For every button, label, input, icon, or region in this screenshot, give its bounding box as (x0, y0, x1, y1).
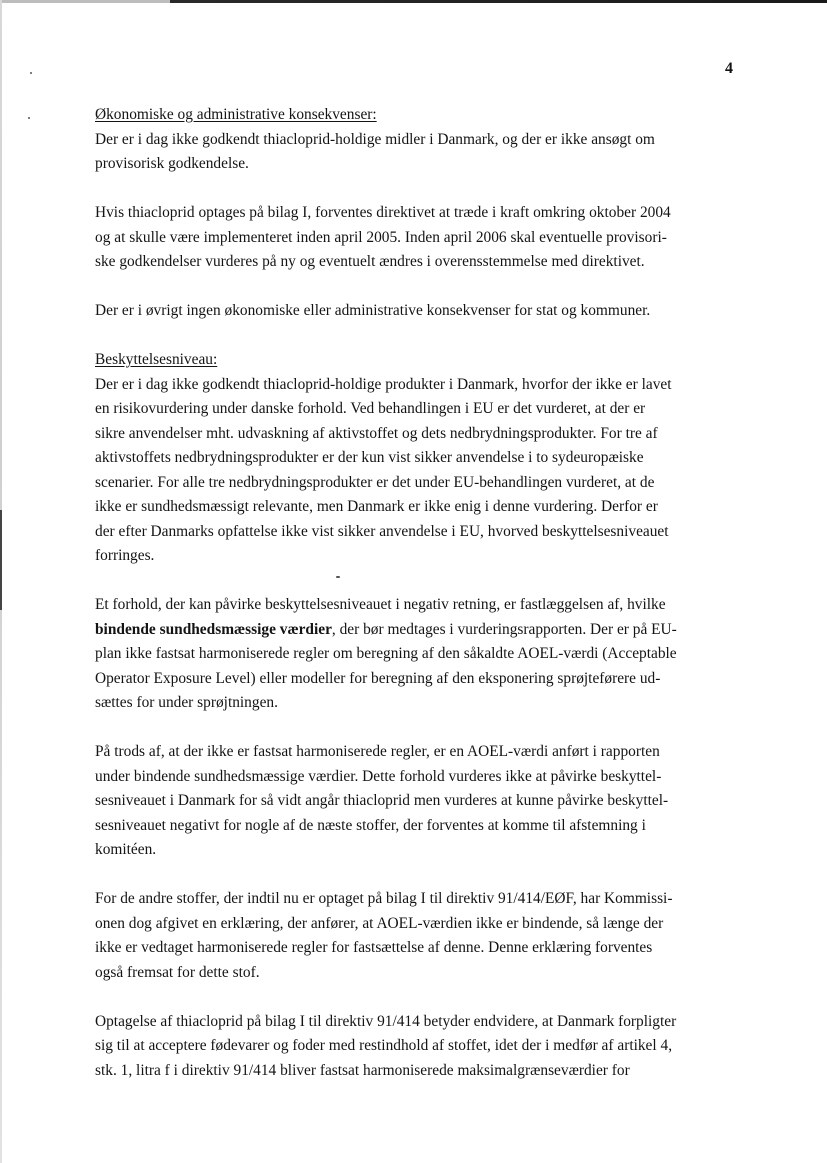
paragraph (95, 740, 745, 863)
text-line: For de andre stoffer, der indtil nu er optaget på bilag I til direktiv 91/414/EØF, har Kommissi- (95, 890, 673, 907)
text-line: sesniveauet negativt for nogle af de næste stoffer, der forventes at komme til afstemning i (95, 816, 646, 834)
text-line: ske godkendelser vurderes på ny og eventuelt ændres i overensstemmelse med direktivet. (95, 253, 645, 270)
bold-phrase: bindende sundhedsmæssige værdier (95, 620, 332, 638)
text-line: På trods af, at der ikke er fastsat harmoniserede regler, er en AOEL-værdi anført i rapporten (95, 743, 660, 760)
text-line: Der er i dag ikke godkendt thiacloprid-holdige midler i Danmark, og der er ikke ansøgt om (95, 130, 655, 148)
text-line: Hvis thiacloprid optages på bilag I, forventes direktivet at træde i kraft omkring oktober 2004 (95, 204, 671, 221)
paragraph (95, 299, 745, 324)
text-line: der efter Danmarks opfattelse ikke vist sikker anvendelse i EU, hvorved beskyttelsesniveauet (95, 522, 669, 540)
text-line: ikke er sundhedsmæssigt relevante, men Danmark er ikke enig i denne vurdering. Derfor er (95, 498, 658, 515)
text-line: onen dog afgivet en erklæring, der anfører, at AOEL-værdien ikke er bindende, så længe der (95, 914, 664, 932)
text-line: plan ikke fastsat harmoniserede regler om beregning af den såkaldte AOEL-værdi (Acceptable (95, 645, 677, 662)
text-line: forringes. (95, 547, 155, 564)
scan-top-edge (0, 0, 827, 3)
text-line: sesniveauet i Danmark for så vidt angår thiacloprid men vurderes at kunne påvirke beskyttel- (95, 792, 669, 809)
text-line: Der er i dag ikke godkendt thiacloprid-holdige produkter i Danmark, hvorfor der ikke er lavet (95, 375, 672, 393)
paragraph (95, 887, 745, 985)
text-line: ikke er vedtaget harmoniserede regler for fastsættelse af denne. Denne erklæring forventes (95, 939, 653, 956)
text-fragment: , der bør medtages i vurderingsrapporten. Der er på EU- (331, 620, 677, 638)
text-line: sættes for under sprøjtningen. (95, 694, 278, 711)
text-line: aktivstoffets nedbrydningsprodukter er der kun vist sikker anvendelse i to sydeuropæiske (95, 449, 644, 466)
text-line: Der er i øvrigt ingen økonomiske eller administrative konsekvenser for stat og kommuner. (95, 302, 651, 319)
paragraph (95, 593, 745, 716)
text-line: Optagelse af thiacloprid på bilag I til direktiv 91/414 betyder endvidere, at Danmark forpligter (95, 1012, 677, 1030)
section-heading: Økonomiske og administrative konsekvenser: (95, 106, 377, 123)
text-line: Et forhold, der kan påvirke beskyttelsesniveauet i negativ retning, er fastlæggelsen af, hvilke (95, 596, 666, 613)
text-line: en risikovurdering under danske forhold. Ved behandlingen i EU er det vurderet, at der er (95, 400, 646, 417)
text-line: komitéen. (95, 841, 157, 858)
text-line: stk. 1, litra f i direktiv 91/414 bliver fastsat harmoniserede maksimalgrænseværdier for (95, 1061, 630, 1079)
document-body (95, 103, 745, 1083)
text-line: også fremsat for dette stof. (95, 963, 260, 981)
text-line: og at skulle være implementeret inden april 2005. Inden april 2006 skal eventuelle provisori- (95, 228, 667, 246)
text-line: provisorisk godkendelse. (95, 155, 249, 172)
text-line: scenarier. For alle tre nedbrydningsprodukter er det under EU-behandlingen vurderet, at de (95, 473, 655, 491)
paragraph (95, 201, 745, 275)
text-line: sig til at acceptere fødevarer og foder med restindhold af stoffet, idet der i medfør af artikel 4, (95, 1037, 673, 1054)
text-line (95, 618, 745, 643)
page-number: 4 (725, 60, 733, 77)
section-heading: Beskyttelsesniveau: (95, 351, 218, 368)
paragraph (95, 103, 745, 177)
paragraph (95, 1010, 745, 1084)
paragraph (95, 348, 745, 569)
text-line: under bindende sundhedsmæssige værdier. Dette forhold vurderes ikke at påvirke beskyttel- (95, 767, 662, 785)
scan-speck (30, 72, 32, 74)
scan-left-edge-mark (0, 510, 2, 610)
scan-speck (28, 117, 30, 119)
text-line: Operator Exposure Level) eller modeller for beregning af den eksponering sprøjteførere ud- (95, 669, 661, 687)
text-line: sikre anvendelser mht. udvaskning af aktivstoffet og dets nedbrydningsprodukter. For tre af (95, 424, 658, 442)
